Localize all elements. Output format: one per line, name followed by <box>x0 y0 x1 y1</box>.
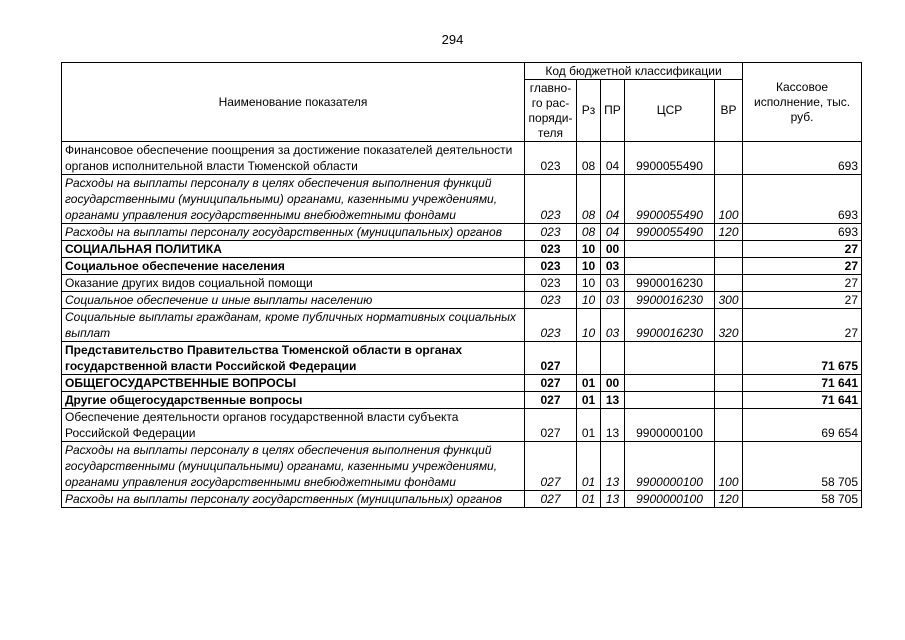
cell-vr <box>715 342 743 375</box>
cell-name: Оказание других видов социальной помощи <box>62 275 525 292</box>
cell-amount: 58 705 <box>743 491 862 508</box>
cell-amount: 27 <box>743 309 862 342</box>
cell-csr: 9900055490 <box>625 142 715 175</box>
cell-glavny: 027 <box>525 491 577 508</box>
cell-rz: 10 <box>577 241 601 258</box>
cell-vr: 100 <box>715 175 743 224</box>
cell-vr <box>715 409 743 442</box>
cell-csr: 9900000100 <box>625 409 715 442</box>
cell-csr <box>625 375 715 392</box>
cell-rz <box>577 342 601 375</box>
table-row <box>62 224 862 241</box>
cell-csr: 9900000100 <box>625 442 715 491</box>
page-number: 294 <box>441 32 464 47</box>
cell-csr <box>625 392 715 409</box>
cell-amount: 71 641 <box>743 375 862 392</box>
cell-pr: 13 <box>601 409 625 442</box>
cell-name: Финансовое обеспечение поощрения за достижение показателей деятельности органов исполнительной власти Тюменской области <box>62 142 525 175</box>
cell-pr: 03 <box>601 275 625 292</box>
table-row <box>62 275 862 292</box>
cell-glavny: 027 <box>525 342 577 375</box>
cell-rz: 01 <box>577 375 601 392</box>
cell-glavny: 027 <box>525 409 577 442</box>
cell-pr: 13 <box>601 442 625 491</box>
cell-name: Расходы на выплаты персоналу государственных (муниципальных) органов <box>62 224 525 241</box>
cell-pr: 00 <box>601 375 625 392</box>
cell-amount: 27 <box>743 258 862 275</box>
cell-name: Расходы на выплаты персоналу в целях обеспечения выполнения функций государственными (муниципальными) органами, казенными учреждениями, органами управления государственными внебюджетными фондами <box>62 175 525 224</box>
cell-csr: 9900055490 <box>625 224 715 241</box>
header-rz: Рз <box>577 80 601 142</box>
table-row <box>62 175 862 224</box>
cell-glavny: 023 <box>525 309 577 342</box>
cell-glavny: 023 <box>525 275 577 292</box>
cell-pr: 04 <box>601 175 625 224</box>
header-name: Наименование показателя <box>62 63 525 142</box>
table-row <box>62 375 862 392</box>
cell-amount: 27 <box>743 241 862 258</box>
cell-pr: 13 <box>601 491 625 508</box>
cell-amount: 71 641 <box>743 392 862 409</box>
cell-amount: 693 <box>743 175 862 224</box>
header-glavny: главно-го рас-поряди-теля <box>525 80 577 142</box>
cell-rz: 01 <box>577 392 601 409</box>
cell-vr <box>715 375 743 392</box>
cell-pr: 03 <box>601 292 625 309</box>
table-row <box>62 442 862 491</box>
table-row <box>62 241 862 258</box>
header-pr: ПР <box>601 80 625 142</box>
cell-glavny: 023 <box>525 258 577 275</box>
cell-vr <box>715 275 743 292</box>
cell-amount: 69 654 <box>743 409 862 442</box>
cell-rz: 08 <box>577 224 601 241</box>
cell-vr <box>715 392 743 409</box>
cell-csr <box>625 342 715 375</box>
cell-pr: 04 <box>601 142 625 175</box>
cell-rz: 10 <box>577 292 601 309</box>
header-vr: ВР <box>715 80 743 142</box>
cell-glavny: 023 <box>525 241 577 258</box>
cell-name: Социальные выплаты гражданам, кроме публичных нормативных социальных выплат <box>62 309 525 342</box>
cell-vr: 120 <box>715 224 743 241</box>
cell-amount: 693 <box>743 142 862 175</box>
cell-name: Расходы на выплаты персоналу в целях обеспечения выполнения функций государственными (муниципальными) органами, казенными учреждениями, органами управления государственными внебюджетными фондами <box>62 442 525 491</box>
budget-table <box>61 62 862 508</box>
cell-pr <box>601 342 625 375</box>
cell-vr <box>715 142 743 175</box>
cell-rz: 08 <box>577 175 601 224</box>
cell-vr: 320 <box>715 309 743 342</box>
cell-rz: 10 <box>577 309 601 342</box>
table-row <box>62 258 862 275</box>
table-row <box>62 409 862 442</box>
table-row <box>62 392 862 409</box>
cell-csr: 9900016230 <box>625 292 715 309</box>
cell-glavny: 027 <box>525 375 577 392</box>
cell-name: Другие общегосударственные вопросы <box>62 392 525 409</box>
cell-rz: 10 <box>577 275 601 292</box>
table-row <box>62 142 862 175</box>
cell-amount: 27 <box>743 292 862 309</box>
cell-name: СОЦИАЛЬНАЯ ПОЛИТИКА <box>62 241 525 258</box>
table-row <box>62 342 862 375</box>
cell-pr: 03 <box>601 258 625 275</box>
cell-glavny: 027 <box>525 392 577 409</box>
header-csr: ЦСР <box>625 80 715 142</box>
cell-glavny: 023 <box>525 175 577 224</box>
cell-pr: 13 <box>601 392 625 409</box>
cell-glavny: 027 <box>525 442 577 491</box>
cell-rz: 01 <box>577 409 601 442</box>
cell-vr: 120 <box>715 491 743 508</box>
cell-csr: 9900000100 <box>625 491 715 508</box>
table-row <box>62 491 862 508</box>
cell-name: Представительство Правительства Тюменской области в органах государственной власти Российской Федерации <box>62 342 525 375</box>
cell-vr: 300 <box>715 292 743 309</box>
header-code-group: Код бюджетной классификации <box>525 63 743 80</box>
table-body <box>62 142 862 508</box>
table-row <box>62 292 862 309</box>
cell-csr: 9900055490 <box>625 175 715 224</box>
cell-name: Обеспечение деятельности органов государственной власти субъекта Российской Федерации <box>62 409 525 442</box>
cell-rz: 08 <box>577 142 601 175</box>
cell-vr <box>715 258 743 275</box>
cell-pr: 04 <box>601 224 625 241</box>
cell-amount: 693 <box>743 224 862 241</box>
header-amount: Кассовое исполнение, тыс. руб. <box>743 63 862 142</box>
cell-name: ОБЩЕГОСУДАРСТВЕННЫЕ ВОПРОСЫ <box>62 375 525 392</box>
cell-csr: 9900016230 <box>625 309 715 342</box>
cell-amount: 58 705 <box>743 442 862 491</box>
cell-name: Расходы на выплаты персоналу государственных (муниципальных) органов <box>62 491 525 508</box>
table-header <box>62 63 862 142</box>
cell-vr: 100 <box>715 442 743 491</box>
cell-pr: 00 <box>601 241 625 258</box>
cell-name: Социальное обеспечение населения <box>62 258 525 275</box>
cell-glavny: 023 <box>525 292 577 309</box>
cell-vr <box>715 241 743 258</box>
cell-glavny: 023 <box>525 142 577 175</box>
cell-csr: 9900016230 <box>625 275 715 292</box>
cell-pr: 03 <box>601 309 625 342</box>
cell-amount: 71 675 <box>743 342 862 375</box>
table-row <box>62 309 862 342</box>
cell-glavny: 023 <box>525 224 577 241</box>
cell-name: Социальное обеспечение и иные выплаты населению <box>62 292 525 309</box>
cell-csr <box>625 241 715 258</box>
cell-rz: 01 <box>577 442 601 491</box>
cell-rz: 01 <box>577 491 601 508</box>
cell-amount: 27 <box>743 275 862 292</box>
cell-rz: 10 <box>577 258 601 275</box>
cell-csr <box>625 258 715 275</box>
